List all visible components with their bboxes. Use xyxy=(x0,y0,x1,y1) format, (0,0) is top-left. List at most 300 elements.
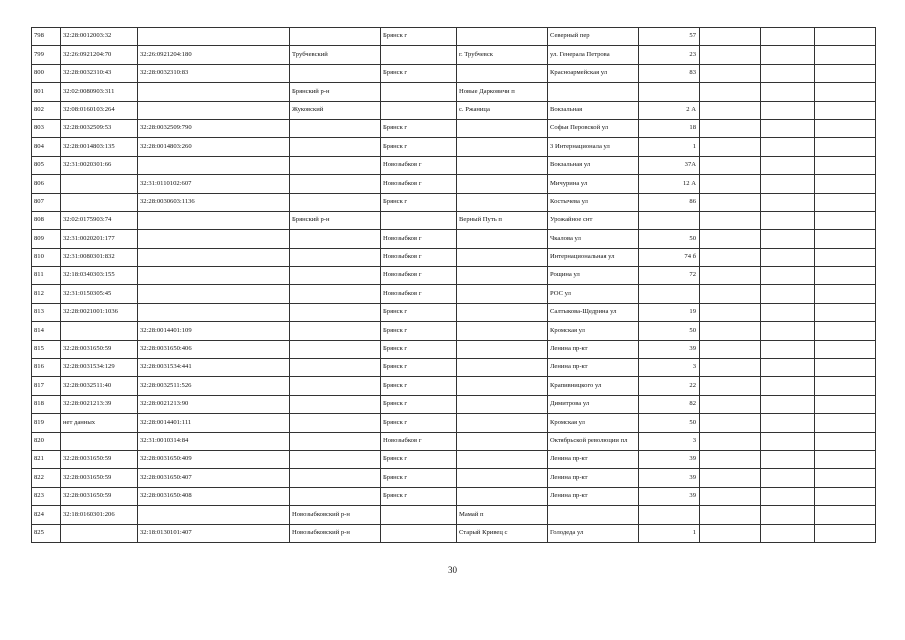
district-cell xyxy=(290,322,381,340)
object-cadastral-number-cell: 32:28:0030603:1136 xyxy=(138,193,290,211)
extra-1-cell xyxy=(700,64,761,82)
city-cell xyxy=(381,211,457,229)
extra-1-cell xyxy=(700,524,761,542)
settlement-cell xyxy=(457,156,548,174)
table-row xyxy=(32,175,876,193)
settlement-cell xyxy=(457,487,548,505)
row-number-cell: 811 xyxy=(32,267,61,285)
object-cadastral-number-cell: 32:28:0031534:441 xyxy=(138,359,290,377)
cadastral-number-cell: 32:28:0021213:39 xyxy=(61,395,138,413)
row-number-cell: 815 xyxy=(32,340,61,358)
cadastral-number-cell: 32:31:0020301:66 xyxy=(61,156,138,174)
house-number-cell: 50 xyxy=(639,414,700,432)
object-cadastral-number-cell: 32:28:0031650:407 xyxy=(138,469,290,487)
city-cell xyxy=(381,83,457,101)
extra-2-cell xyxy=(761,28,815,46)
table-row xyxy=(32,230,876,248)
house-number-cell: 86 xyxy=(639,193,700,211)
city-cell: Брянск г xyxy=(381,377,457,395)
extra-1-cell xyxy=(700,83,761,101)
property-table xyxy=(31,27,876,543)
extra-2-cell xyxy=(761,377,815,395)
city-cell: Брянск г xyxy=(381,138,457,156)
street-cell: Ленина пр-кт xyxy=(548,359,639,377)
city-cell: Новозыбков г xyxy=(381,285,457,303)
row-number-cell: 801 xyxy=(32,83,61,101)
district-cell xyxy=(290,285,381,303)
table-row xyxy=(32,248,876,266)
city-cell: Новозыбков г xyxy=(381,248,457,266)
cadastral-number-cell: 32:31:0020201:177 xyxy=(61,230,138,248)
extra-1-cell xyxy=(700,450,761,468)
row-number-cell: 814 xyxy=(32,322,61,340)
cadastral-number-cell: 32:28:0021001:1036 xyxy=(61,303,138,321)
table-row xyxy=(32,450,876,468)
extra-1-cell xyxy=(700,469,761,487)
row-number-cell: 812 xyxy=(32,285,61,303)
table-row xyxy=(32,506,876,524)
cadastral-number-cell: 32:28:0032509:53 xyxy=(61,119,138,137)
object-cadastral-number-cell xyxy=(138,267,290,285)
house-number-cell: 82 xyxy=(639,395,700,413)
row-number-cell: 825 xyxy=(32,524,61,542)
extra-1-cell xyxy=(700,414,761,432)
object-cadastral-number-cell: 32:28:0031650:406 xyxy=(138,340,290,358)
extra-1-cell xyxy=(700,267,761,285)
settlement-cell xyxy=(457,28,548,46)
row-number-cell: 818 xyxy=(32,395,61,413)
row-number-cell: 809 xyxy=(32,230,61,248)
extra-1-cell xyxy=(700,359,761,377)
city-cell: Брянск г xyxy=(381,450,457,468)
district-cell xyxy=(290,340,381,358)
extra-3-cell xyxy=(815,211,876,229)
extra-2-cell xyxy=(761,119,815,137)
settlement-cell xyxy=(457,377,548,395)
object-cadastral-number-cell: 32:28:0031650:409 xyxy=(138,450,290,468)
settlement-cell xyxy=(457,267,548,285)
district-cell xyxy=(290,248,381,266)
extra-3-cell xyxy=(815,524,876,542)
street-cell: Вокзальная xyxy=(548,101,639,119)
extra-2-cell xyxy=(761,46,815,64)
object-cadastral-number-cell: 32:28:0014401:109 xyxy=(138,322,290,340)
settlement-cell xyxy=(457,138,548,156)
cadastral-number-cell: 32:02:0080903:311 xyxy=(61,83,138,101)
street-cell: Софьи Перовской ул xyxy=(548,119,639,137)
object-cadastral-number-cell: 32:18:0130101:407 xyxy=(138,524,290,542)
object-cadastral-number-cell: 32:28:0032511:526 xyxy=(138,377,290,395)
settlement-cell xyxy=(457,340,548,358)
extra-1-cell xyxy=(700,230,761,248)
object-cadastral-number-cell xyxy=(138,248,290,266)
extra-1-cell xyxy=(700,285,761,303)
cadastral-number-cell: 32:18:0160301:206 xyxy=(61,506,138,524)
cadastral-number-cell: 32:28:0031650:59 xyxy=(61,487,138,505)
house-number-cell: 37А xyxy=(639,156,700,174)
settlement-cell xyxy=(457,359,548,377)
settlement-cell xyxy=(457,193,548,211)
street-cell: Урожайное снт xyxy=(548,211,639,229)
row-number-cell: 813 xyxy=(32,303,61,321)
settlement-cell xyxy=(457,248,548,266)
district-cell xyxy=(290,230,381,248)
house-number-cell: 50 xyxy=(639,322,700,340)
house-number-cell: 57 xyxy=(639,28,700,46)
object-cadastral-number-cell: 32:28:0021213:90 xyxy=(138,395,290,413)
house-number-cell: 22 xyxy=(639,377,700,395)
city-cell xyxy=(381,506,457,524)
table-row xyxy=(32,138,876,156)
city-cell xyxy=(381,46,457,64)
extra-3-cell xyxy=(815,46,876,64)
extra-3-cell xyxy=(815,28,876,46)
row-number-cell: 802 xyxy=(32,101,61,119)
object-cadastral-number-cell: 32:31:0010314:84 xyxy=(138,432,290,450)
table-row xyxy=(32,28,876,46)
street-cell: Октябрьской революции пл xyxy=(548,432,639,450)
extra-1-cell xyxy=(700,377,761,395)
extra-3-cell xyxy=(815,138,876,156)
cadastral-number-cell: 32:28:0031650:59 xyxy=(61,450,138,468)
extra-1-cell xyxy=(700,322,761,340)
district-cell xyxy=(290,156,381,174)
row-number-cell: 807 xyxy=(32,193,61,211)
extra-3-cell xyxy=(815,377,876,395)
street-cell: 3 Интернационала ул xyxy=(548,138,639,156)
object-cadastral-number-cell: 32:28:0032509:790 xyxy=(138,119,290,137)
object-cadastral-number-cell: 32:26:0921204:180 xyxy=(138,46,290,64)
street-cell: Кромская ул xyxy=(548,414,639,432)
extra-1-cell xyxy=(700,138,761,156)
cadastral-number-cell: 32:31:0150305:45 xyxy=(61,285,138,303)
extra-1-cell xyxy=(700,46,761,64)
street-cell: Крапивницкого ул xyxy=(548,377,639,395)
city-cell: Брянск г xyxy=(381,340,457,358)
street-cell xyxy=(548,506,639,524)
extra-2-cell xyxy=(761,156,815,174)
street-cell: Димитрова ул xyxy=(548,395,639,413)
city-cell: Брянск г xyxy=(381,193,457,211)
house-number-cell: 3 xyxy=(639,359,700,377)
house-number-cell: 2 А xyxy=(639,101,700,119)
house-number-cell: 39 xyxy=(639,487,700,505)
cadastral-number-cell: 32:28:0014803:135 xyxy=(61,138,138,156)
extra-3-cell xyxy=(815,267,876,285)
street-cell xyxy=(548,83,639,101)
district-cell xyxy=(290,487,381,505)
house-number-cell xyxy=(639,83,700,101)
table-row xyxy=(32,46,876,64)
city-cell: Брянск г xyxy=(381,119,457,137)
extra-3-cell xyxy=(815,175,876,193)
settlement-cell xyxy=(457,450,548,468)
extra-2-cell xyxy=(761,248,815,266)
table-row xyxy=(32,524,876,542)
street-cell: Ленина пр-кт xyxy=(548,340,639,358)
extra-2-cell xyxy=(761,524,815,542)
extra-3-cell xyxy=(815,64,876,82)
cadastral-number-cell: 32:28:0032511:40 xyxy=(61,377,138,395)
street-cell: Салтыкова-Щедрина ул xyxy=(548,303,639,321)
extra-2-cell xyxy=(761,414,815,432)
street-cell: Чкалова ул xyxy=(548,230,639,248)
extra-3-cell xyxy=(815,193,876,211)
extra-2-cell xyxy=(761,322,815,340)
cadastral-number-cell: 32:31:0080301:832 xyxy=(61,248,138,266)
object-cadastral-number-cell: 32:28:0031650:408 xyxy=(138,487,290,505)
cadastral-number-cell: 32:28:0032310:43 xyxy=(61,64,138,82)
extra-2-cell xyxy=(761,138,815,156)
row-number-cell: 800 xyxy=(32,64,61,82)
house-number-cell xyxy=(639,211,700,229)
house-number-cell: 1 xyxy=(639,524,700,542)
extra-3-cell xyxy=(815,432,876,450)
house-number-cell: 19 xyxy=(639,303,700,321)
extra-2-cell xyxy=(761,395,815,413)
city-cell xyxy=(381,524,457,542)
row-number-cell: 821 xyxy=(32,450,61,468)
row-number-cell: 822 xyxy=(32,469,61,487)
settlement-cell xyxy=(457,303,548,321)
city-cell: Брянск г xyxy=(381,395,457,413)
extra-2-cell xyxy=(761,432,815,450)
house-number-cell: 72 xyxy=(639,267,700,285)
district-cell xyxy=(290,193,381,211)
object-cadastral-number-cell: 32:28:0032310:83 xyxy=(138,64,290,82)
extra-2-cell xyxy=(761,211,815,229)
extra-2-cell xyxy=(761,469,815,487)
cadastral-number-cell: 32:28:0031650:59 xyxy=(61,469,138,487)
object-cadastral-number-cell: 32:31:0110102:607 xyxy=(138,175,290,193)
city-cell: Новозыбков г xyxy=(381,432,457,450)
cadastral-number-cell: 32:28:0031534:129 xyxy=(61,359,138,377)
cadastral-number-cell: 32:18:0340303:155 xyxy=(61,267,138,285)
table-row xyxy=(32,395,876,413)
house-number-cell: 12 А xyxy=(639,175,700,193)
table-row xyxy=(32,359,876,377)
house-number-cell xyxy=(639,285,700,303)
district-cell xyxy=(290,395,381,413)
settlement-cell xyxy=(457,285,548,303)
extra-3-cell xyxy=(815,83,876,101)
extra-2-cell xyxy=(761,506,815,524)
district-cell xyxy=(290,267,381,285)
cadastral-number-cell xyxy=(61,322,138,340)
street-cell: Мичурина ул xyxy=(548,175,639,193)
table-row xyxy=(32,83,876,101)
extra-1-cell xyxy=(700,175,761,193)
extra-1-cell xyxy=(700,101,761,119)
street-cell: ул. Генерала Петрова xyxy=(548,46,639,64)
district-cell xyxy=(290,28,381,46)
row-number-cell: 803 xyxy=(32,119,61,137)
house-number-cell: 83 xyxy=(639,64,700,82)
extra-3-cell xyxy=(815,230,876,248)
cadastral-number-cell xyxy=(61,432,138,450)
extra-2-cell xyxy=(761,303,815,321)
table-row xyxy=(32,101,876,119)
district-cell xyxy=(290,138,381,156)
table-row xyxy=(32,340,876,358)
extra-3-cell xyxy=(815,395,876,413)
extra-2-cell xyxy=(761,267,815,285)
table-row xyxy=(32,193,876,211)
extra-1-cell xyxy=(700,395,761,413)
house-number-cell: 50 xyxy=(639,230,700,248)
extra-2-cell xyxy=(761,175,815,193)
row-number-cell: 817 xyxy=(32,377,61,395)
extra-3-cell xyxy=(815,322,876,340)
settlement-cell: г. Трубчевск xyxy=(457,46,548,64)
district-cell: Новозыбковский р-н xyxy=(290,524,381,542)
extra-1-cell xyxy=(700,340,761,358)
cadastral-number-cell: 32:02:0175903:74 xyxy=(61,211,138,229)
object-cadastral-number-cell: 32:28:0014401:111 xyxy=(138,414,290,432)
extra-3-cell xyxy=(815,101,876,119)
district-cell xyxy=(290,359,381,377)
extra-1-cell xyxy=(700,211,761,229)
row-number-cell: 810 xyxy=(32,248,61,266)
street-cell: Кромская ул xyxy=(548,322,639,340)
settlement-cell xyxy=(457,395,548,413)
cadastral-number-cell xyxy=(61,175,138,193)
object-cadastral-number-cell xyxy=(138,506,290,524)
extra-1-cell xyxy=(700,432,761,450)
house-number-cell: 74 б xyxy=(639,248,700,266)
cadastral-number-cell xyxy=(61,193,138,211)
table-row xyxy=(32,487,876,505)
settlement-cell xyxy=(457,432,548,450)
house-number-cell: 23 xyxy=(639,46,700,64)
settlement-cell: с. Ржаница xyxy=(457,101,548,119)
settlement-cell xyxy=(457,322,548,340)
table-row xyxy=(32,322,876,340)
extra-1-cell xyxy=(700,303,761,321)
extra-2-cell xyxy=(761,101,815,119)
street-cell: Северный пер xyxy=(548,28,639,46)
extra-2-cell xyxy=(761,64,815,82)
district-cell: Жуковский xyxy=(290,101,381,119)
cadastral-number-cell: нет данных xyxy=(61,414,138,432)
table-row xyxy=(32,432,876,450)
district-cell xyxy=(290,469,381,487)
extra-1-cell xyxy=(700,487,761,505)
house-number-cell: 39 xyxy=(639,469,700,487)
house-number-cell: 1 xyxy=(639,138,700,156)
settlement-cell: Новые Дарковичи п xyxy=(457,83,548,101)
row-number-cell: 808 xyxy=(32,211,61,229)
district-cell xyxy=(290,303,381,321)
extra-3-cell xyxy=(815,506,876,524)
district-cell: Брянский р-н xyxy=(290,211,381,229)
street-cell: Ленина пр-кт xyxy=(548,487,639,505)
row-number-cell: 806 xyxy=(32,175,61,193)
row-number-cell: 805 xyxy=(32,156,61,174)
district-cell xyxy=(290,377,381,395)
extra-2-cell xyxy=(761,83,815,101)
object-cadastral-number-cell xyxy=(138,303,290,321)
city-cell: Брянск г xyxy=(381,359,457,377)
extra-1-cell xyxy=(700,506,761,524)
extra-1-cell xyxy=(700,156,761,174)
district-cell xyxy=(290,64,381,82)
table-row xyxy=(32,64,876,82)
extra-2-cell xyxy=(761,340,815,358)
settlement-cell xyxy=(457,230,548,248)
street-cell: Ленина пр-кт xyxy=(548,450,639,468)
extra-2-cell xyxy=(761,450,815,468)
settlement-cell xyxy=(457,175,548,193)
row-number-cell: 799 xyxy=(32,46,61,64)
district-cell xyxy=(290,450,381,468)
table-row xyxy=(32,303,876,321)
street-cell: РОС ул xyxy=(548,285,639,303)
table-row xyxy=(32,211,876,229)
row-number-cell: 798 xyxy=(32,28,61,46)
district-cell: Брянский р-н xyxy=(290,83,381,101)
object-cadastral-number-cell: 32:28:0014803:260 xyxy=(138,138,290,156)
settlement-cell: Старый Кривец с xyxy=(457,524,548,542)
table-row xyxy=(32,469,876,487)
city-cell: Брянск г xyxy=(381,414,457,432)
settlement-cell xyxy=(457,119,548,137)
extra-2-cell xyxy=(761,487,815,505)
row-number-cell: 804 xyxy=(32,138,61,156)
extra-2-cell xyxy=(761,359,815,377)
table-row xyxy=(32,377,876,395)
city-cell: Брянск г xyxy=(381,322,457,340)
street-cell: Голодеда ул xyxy=(548,524,639,542)
extra-1-cell xyxy=(700,193,761,211)
cadastral-number-cell xyxy=(61,524,138,542)
extra-2-cell xyxy=(761,230,815,248)
extra-3-cell xyxy=(815,340,876,358)
city-cell: Новозыбков г xyxy=(381,175,457,193)
extra-3-cell xyxy=(815,303,876,321)
district-cell xyxy=(290,175,381,193)
extra-3-cell xyxy=(815,450,876,468)
object-cadastral-number-cell xyxy=(138,28,290,46)
extra-1-cell xyxy=(700,28,761,46)
city-cell: Брянск г xyxy=(381,303,457,321)
page-number: 30 xyxy=(448,565,457,575)
extra-3-cell xyxy=(815,469,876,487)
table-row xyxy=(32,414,876,432)
row-number-cell: 819 xyxy=(32,414,61,432)
extra-3-cell xyxy=(815,487,876,505)
object-cadastral-number-cell xyxy=(138,156,290,174)
object-cadastral-number-cell xyxy=(138,230,290,248)
district-cell xyxy=(290,432,381,450)
settlement-cell: Мамай п xyxy=(457,506,548,524)
street-cell: Красноармейская ул xyxy=(548,64,639,82)
cadastral-number-cell: 32:26:0921204:70 xyxy=(61,46,138,64)
object-cadastral-number-cell xyxy=(138,211,290,229)
district-cell: Новозыбковский р-н xyxy=(290,506,381,524)
city-cell: Новозыбков г xyxy=(381,230,457,248)
cadastral-number-cell: 32:08:0160103:264 xyxy=(61,101,138,119)
street-cell: Ленина пр-кт xyxy=(548,469,639,487)
object-cadastral-number-cell xyxy=(138,101,290,119)
city-cell: Брянск г xyxy=(381,487,457,505)
row-number-cell: 816 xyxy=(32,359,61,377)
house-number-cell: 39 xyxy=(639,340,700,358)
extra-2-cell xyxy=(761,285,815,303)
city-cell: Брянск г xyxy=(381,64,457,82)
table-row xyxy=(32,285,876,303)
extra-3-cell xyxy=(815,285,876,303)
